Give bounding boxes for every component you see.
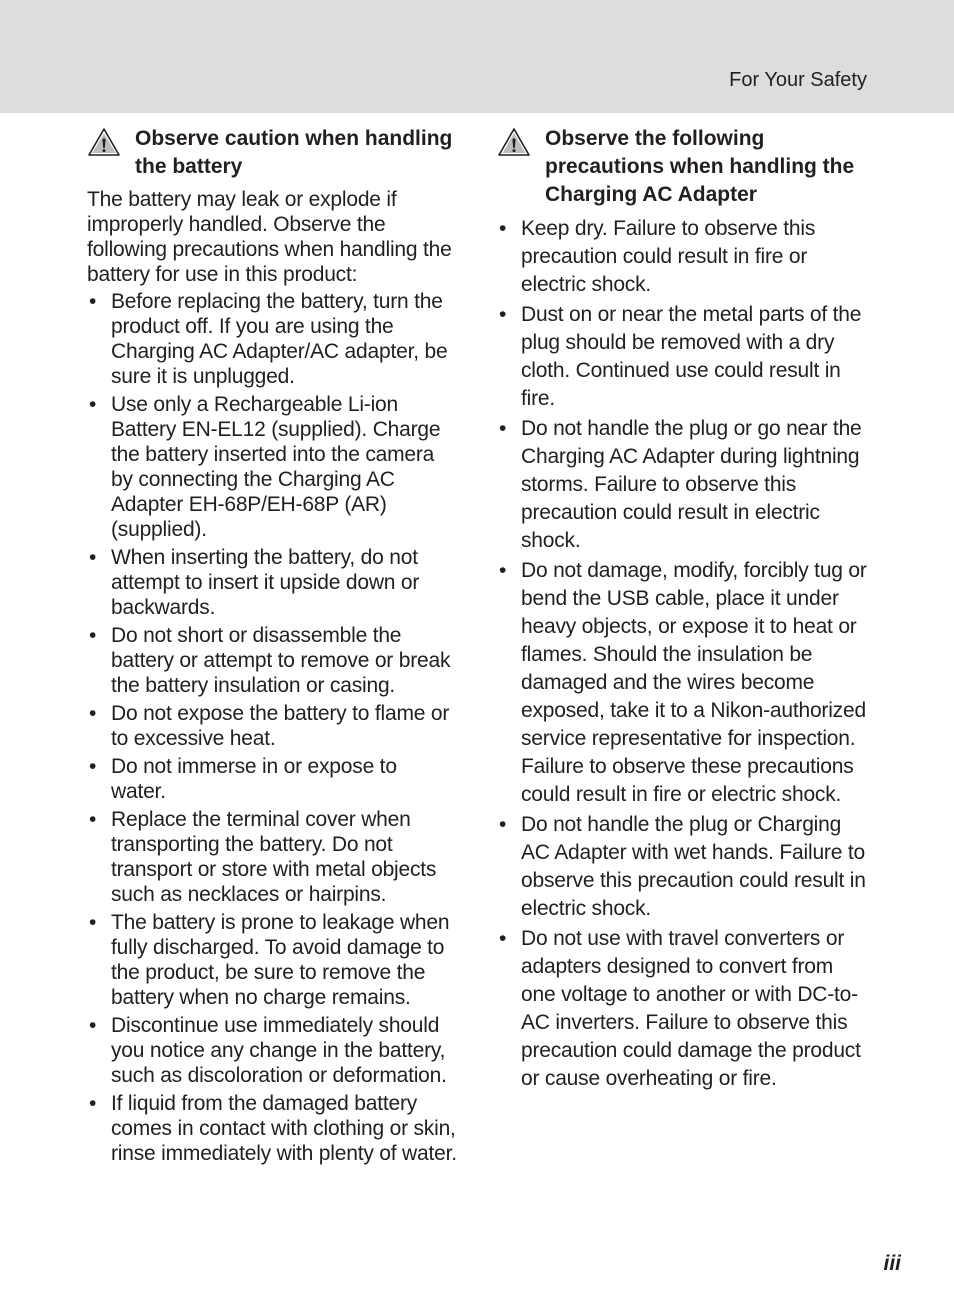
bullet-dot: • (499, 559, 507, 582)
warning-triangle-icon (87, 127, 121, 157)
list-item-text: Do not short or disassemble the battery or attempt to remove or break the battery insulation or casing. (111, 624, 451, 697)
bullet-dot: • (499, 813, 507, 836)
bullet-dot: • (499, 217, 507, 240)
adapter-caution-column (497, 125, 869, 1095)
battery-intro-text: The battery may leak or explode if improperly handled. Observe the following precautions when handling the battery for use in this product: (87, 188, 452, 286)
list-item-text: Before replacing the battery, turn the product off. If you are using the Charging AC Adapter/AC adapter, be sure it is unplugged. (111, 290, 448, 388)
bullet-dot: • (89, 1092, 97, 1115)
page-header (0, 0, 954, 113)
list-item (497, 415, 869, 555)
bullet-dot: • (89, 755, 97, 778)
bullet-dot: • (89, 393, 97, 416)
list-item-text: Discontinue use immediately should you notice any change in the battery, such as discoloration or deformation. (111, 1014, 447, 1087)
list-item (87, 754, 457, 804)
list-item-text: Do not use with travel converters or adapters designed to convert from one voltage to another or with DC-to-AC inverters. Failure to observe this precaution could damage the product or cause overheating or fire. (521, 927, 861, 1090)
bullet-dot: • (89, 808, 97, 831)
bullet-dot: • (89, 290, 97, 313)
bullet-dot: • (499, 417, 507, 440)
bullet-dot: • (89, 624, 97, 647)
bullet-dot: • (89, 546, 97, 569)
battery-caution-heading (87, 125, 457, 181)
battery-precautions-list (87, 289, 457, 1166)
page-number: iii (883, 1252, 901, 1275)
battery-caution-heading-text: Observe caution when handling the battery (135, 127, 453, 178)
bullet-dot: • (89, 702, 97, 725)
list-item-text: Replace the terminal cover when transporting the battery. Do not transport or store with metal objects such as necklaces or hairpins. (111, 808, 437, 906)
list-item-text: If liquid from the damaged battery comes in contact with clothing or skin, rinse immediately with plenty of water. (111, 1092, 457, 1165)
header-title: For Your Safety (729, 69, 867, 91)
list-item (87, 701, 457, 751)
list-item-text: Do not handle the plug or Charging AC Adapter with wet hands. Failure to observe this precaution could result in electric shock. (521, 813, 866, 920)
list-item-text: Do not immerse in or expose to water. (111, 755, 397, 803)
list-item-text: The battery is prone to leakage when fully discharged. To avoid damage to the product, be sure to remove the battery when no charge remains. (111, 911, 450, 1009)
bullet-dot: • (89, 911, 97, 934)
adapter-precautions-list (497, 215, 869, 1093)
adapter-caution-heading (497, 125, 869, 209)
list-item (497, 925, 869, 1093)
list-item (87, 910, 457, 1010)
battery-caution-column (87, 125, 457, 1169)
list-item-text: When inserting the battery, do not attempt to insert it upside down or backwards. (111, 546, 420, 619)
list-item (497, 557, 869, 809)
list-item (497, 215, 869, 299)
bullet-dot: • (89, 1014, 97, 1037)
list-item (87, 392, 457, 542)
list-item-text: Dust on or near the metal parts of the plug should be removed with a dry cloth. Continued use could result in fire. (521, 303, 862, 410)
list-item (87, 807, 457, 907)
list-item (87, 289, 457, 389)
list-item-text: Do not handle the plug or go near the Charging AC Adapter during lightning storms. Failure to observe this precaution could result in electric shock. (521, 417, 862, 552)
list-item (87, 545, 457, 620)
list-item-text: Keep dry. Failure to observe this precaution could result in fire or electric shock. (521, 217, 816, 296)
list-item (497, 301, 869, 413)
adapter-caution-heading-text: Observe the following precautions when handling the Charging AC Adapter (545, 127, 855, 206)
warning-triangle-icon (497, 127, 531, 157)
bullet-dot: • (499, 303, 507, 326)
list-item-text: Use only a Rechargeable Li-ion Battery EN-EL12 (supplied). Charge the battery inserted into the camera by connecting the Charging AC Adapter EH-68P/EH-68P (AR) (supplied). (111, 393, 441, 541)
list-item-text: Do not expose the battery to flame or to excessive heat. (111, 702, 450, 750)
list-item-text: Do not damage, modify, forcibly tug or bend the USB cable, place it under heavy objects, or expose it to heat or flames. Should the insulation be damaged and the wires become exposed, take it to a Nikon-authorized service representative for inspection. Failure to observe these precautions could result in fire or electric shock. (521, 559, 867, 806)
list-item (87, 1013, 457, 1088)
list-item (87, 623, 457, 698)
bullet-dot: • (499, 927, 507, 950)
list-item (497, 811, 869, 923)
list-item (87, 1091, 457, 1166)
